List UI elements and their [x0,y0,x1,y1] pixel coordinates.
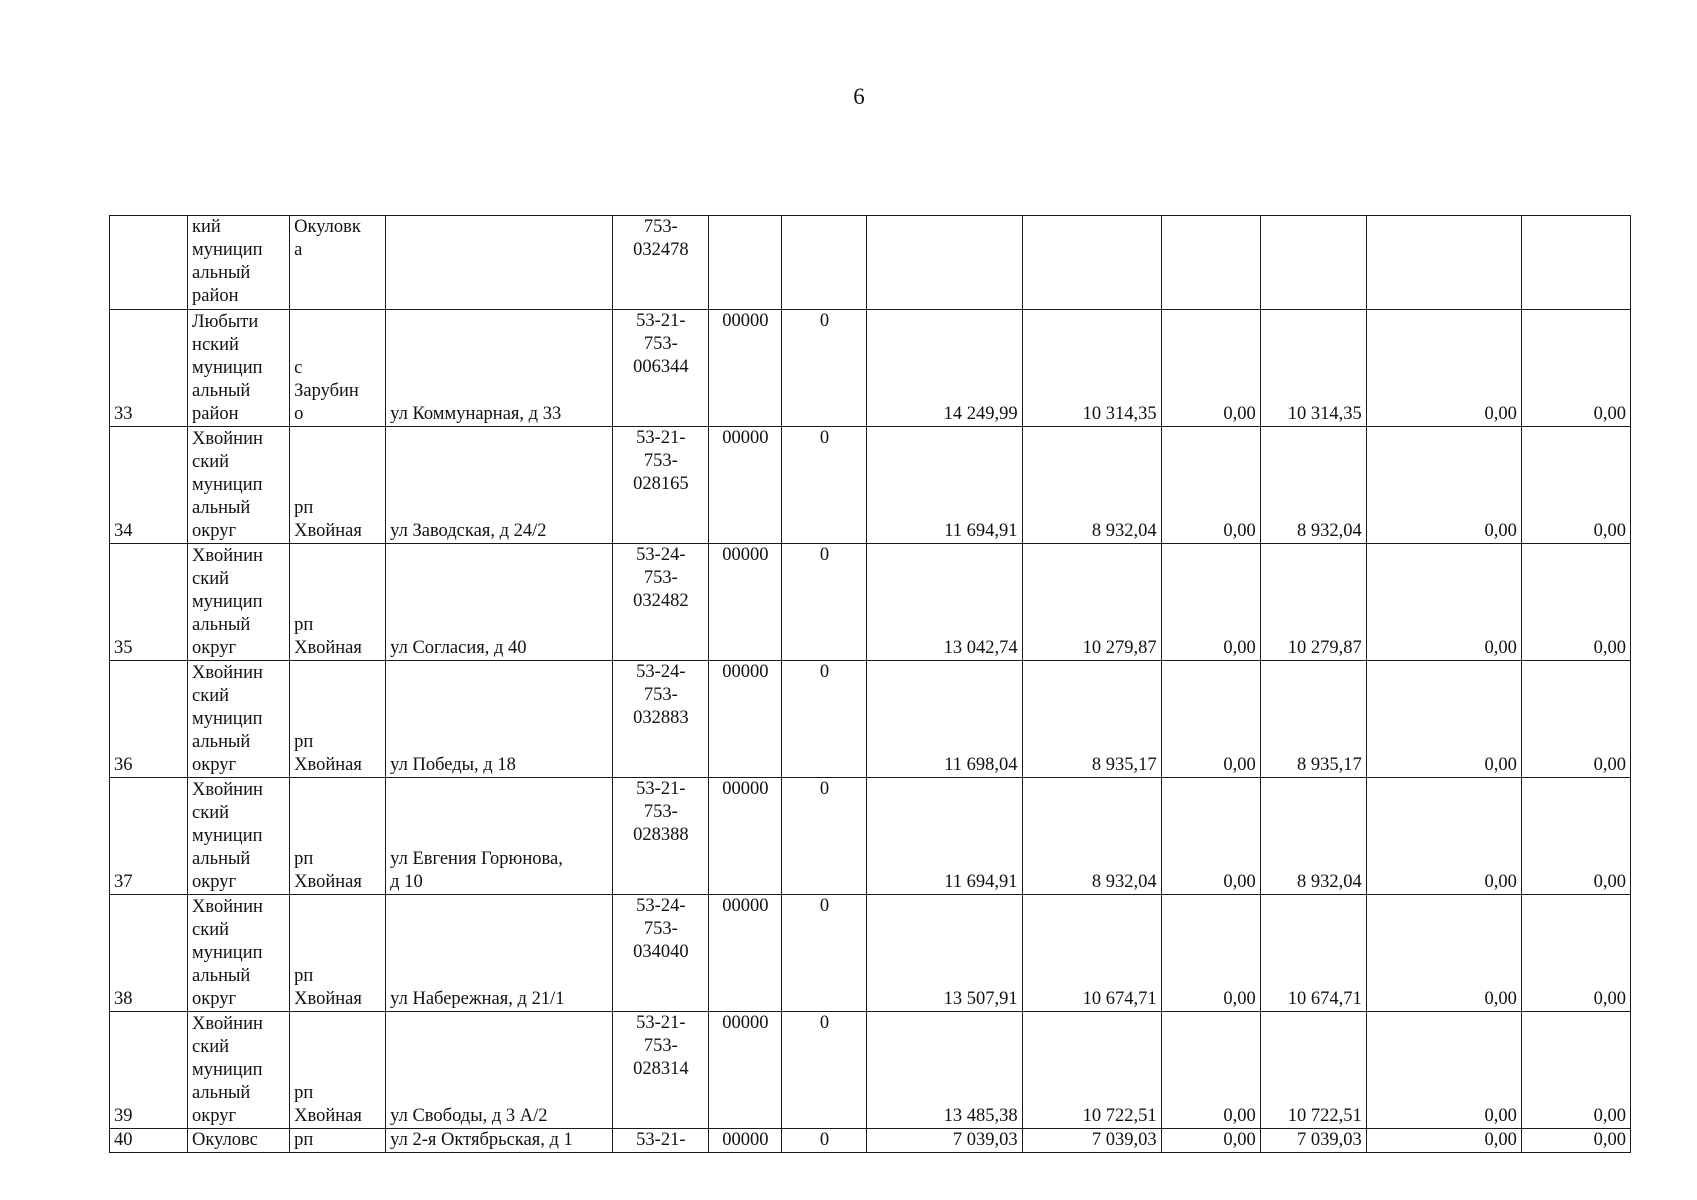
cell-value-5: 0,00 [1366,1012,1521,1129]
cell-value-3: 0,00 [1161,427,1260,544]
cell-zero-code: 00000 [709,310,782,427]
cell-district: Окуловс [188,1129,290,1153]
cell-value-5: 0,00 [1366,310,1521,427]
cell-zero: 0 [782,427,867,544]
cell-value-2: 10 314,35 [1022,310,1161,427]
cell-value-5: 0,00 [1366,544,1521,661]
cell-district: Хвойнин ский муницип альный округ [188,427,290,544]
cell-empty [867,216,1022,310]
cell-code: 53-24- 753- 032883 [613,661,709,778]
cell-number [110,216,188,310]
page-number: 6 [853,84,865,109]
cell-value-1: 11 694,91 [867,427,1022,544]
register-table [109,215,1631,1153]
cell-value-2: 8 932,04 [1022,427,1161,544]
cell-value-3: 0,00 [1161,1012,1260,1129]
cell-code: 53-24- 753- 034040 [613,895,709,1012]
cell-value-4: 10 279,87 [1260,544,1366,661]
cell-district: кий муницип альный район [188,216,290,310]
table-body [110,216,1631,1153]
cell-value-2: 8 932,04 [1022,778,1161,895]
table-row [110,778,1631,895]
table-row [110,1012,1631,1129]
cell-zero: 0 [782,1012,867,1129]
cell-value-1: 11 698,04 [867,661,1022,778]
cell-code: 53-24- 753- 032482 [613,544,709,661]
cell-number: 38 [110,895,188,1012]
cell-value-1: 14 249,99 [867,310,1022,427]
cell-locality: рп [290,1129,386,1153]
table-row [110,1129,1631,1153]
cell-code: 53-21- 753- 028388 [613,778,709,895]
cell-number: 34 [110,427,188,544]
cell-code: 53-21- 753- 028165 [613,427,709,544]
cell-value-1: 13 485,38 [867,1012,1022,1129]
cell-zero: 0 [782,544,867,661]
cell-value-3: 0,00 [1161,544,1260,661]
cell-value-5: 0,00 [1366,895,1521,1012]
cell-value-1: 13 507,91 [867,895,1022,1012]
cell-code: 753- 032478 [613,216,709,310]
cell-number: 33 [110,310,188,427]
cell-value-3: 0,00 [1161,895,1260,1012]
cell-empty [709,216,782,310]
cell-number: 35 [110,544,188,661]
cell-value-5: 0,00 [1366,1129,1521,1153]
cell-code: 53-21- 753- 006344 [613,310,709,427]
cell-empty [1366,216,1521,310]
table-row-continued [110,216,1631,310]
cell-value-4: 10 722,51 [1260,1012,1366,1129]
table-row [110,895,1631,1012]
cell-code: 53-21- [613,1129,709,1153]
cell-value-2: 10 674,71 [1022,895,1161,1012]
table-row [110,544,1631,661]
cell-empty [1022,216,1161,310]
cell-zero-code: 00000 [709,427,782,544]
cell-value-4: 8 932,04 [1260,427,1366,544]
cell-value-1: 11 694,91 [867,778,1022,895]
cell-value-4: 8 935,17 [1260,661,1366,778]
cell-value-5: 0,00 [1366,661,1521,778]
cell-empty [1161,216,1260,310]
cell-zero: 0 [782,310,867,427]
cell-locality: рп Хвойная [290,661,386,778]
cell-address: ул 2-я Октябрьская, д 1 [386,1129,613,1153]
cell-district: Любыти нский муницип альный район [188,310,290,427]
table-row [110,427,1631,544]
cell-value-2: 7 039,03 [1022,1129,1161,1153]
cell-value-4: 10 314,35 [1260,310,1366,427]
cell-value-6: 0,00 [1521,1129,1630,1153]
cell-district: Хвойнин ский муницип альный округ [188,544,290,661]
cell-address: ул Заводская, д 24/2 [386,427,613,544]
cell-value-4: 7 039,03 [1260,1129,1366,1153]
cell-empty [1521,216,1630,310]
cell-zero: 0 [782,895,867,1012]
cell-value-2: 8 935,17 [1022,661,1161,778]
cell-value-5: 0,00 [1366,427,1521,544]
cell-address: ул Набережная, д 21/1 [386,895,613,1012]
cell-zero: 0 [782,661,867,778]
cell-locality: Окуловк а [290,216,386,310]
cell-number: 40 [110,1129,188,1153]
cell-value-4: 10 674,71 [1260,895,1366,1012]
cell-empty [1260,216,1366,310]
table-row [110,310,1631,427]
cell-address: ул Свободы, д 3 А/2 [386,1012,613,1129]
cell-district: Хвойнин ский муницип альный округ [188,778,290,895]
cell-value-3: 0,00 [1161,310,1260,427]
cell-value-1: 7 039,03 [867,1129,1022,1153]
cell-value-6: 0,00 [1521,544,1630,661]
cell-zero-code: 00000 [709,895,782,1012]
cell-value-4: 8 932,04 [1260,778,1366,895]
cell-value-6: 0,00 [1521,661,1630,778]
cell-value-2: 10 279,87 [1022,544,1161,661]
cell-value-3: 0,00 [1161,661,1260,778]
cell-address: ул Согласия, д 40 [386,544,613,661]
cell-value-6: 0,00 [1521,427,1630,544]
cell-locality: рп Хвойная [290,544,386,661]
cell-value-3: 0,00 [1161,778,1260,895]
cell-value-6: 0,00 [1521,310,1630,427]
cell-value-3: 0,00 [1161,1129,1260,1153]
cell-zero-code: 00000 [709,661,782,778]
cell-locality: с Зарубин о [290,310,386,427]
cell-zero-code: 00000 [709,778,782,895]
cell-empty [782,216,867,310]
cell-zero: 0 [782,1129,867,1153]
cell-locality: рп Хвойная [290,778,386,895]
cell-locality: рп Хвойная [290,427,386,544]
cell-zero: 0 [782,778,867,895]
table-row [110,661,1631,778]
cell-value-6: 0,00 [1521,778,1630,895]
cell-value-2: 10 722,51 [1022,1012,1161,1129]
cell-locality: рп Хвойная [290,1012,386,1129]
cell-value-6: 0,00 [1521,895,1630,1012]
cell-zero-code: 00000 [709,1012,782,1129]
cell-district: Хвойнин ский муницип альный округ [188,895,290,1012]
cell-address: ул Победы, д 18 [386,661,613,778]
cell-value-6: 0,00 [1521,1012,1630,1129]
cell-address: ул Евгения Горюнова, д 10 [386,778,613,895]
cell-number: 36 [110,661,188,778]
cell-zero-code: 00000 [709,544,782,661]
cell-locality: рп Хвойная [290,895,386,1012]
cell-code: 53-21- 753- 028314 [613,1012,709,1129]
cell-district: Хвойнин ский муницип альный округ [188,661,290,778]
cell-number: 39 [110,1012,188,1129]
cell-value-1: 13 042,74 [867,544,1022,661]
cell-district: Хвойнин ский муницип альный округ [188,1012,290,1129]
cell-number: 37 [110,778,188,895]
cell-zero-code: 00000 [709,1129,782,1153]
cell-address: ул Коммунарная, д 33 [386,310,613,427]
cell-address [386,216,613,310]
cell-value-5: 0,00 [1366,778,1521,895]
